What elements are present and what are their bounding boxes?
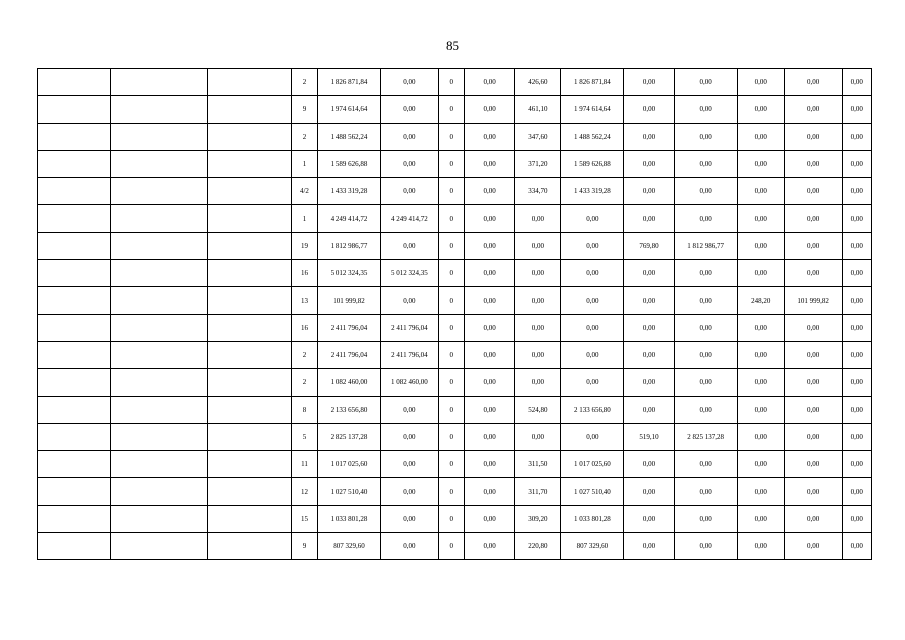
cell-cost-col-4: 0,00	[561, 423, 624, 450]
cell-total-cost: 1 589 626,88	[318, 150, 381, 177]
cell-cost-col-3: 0,00	[464, 150, 514, 177]
cell-cost-col-7: 0,00	[842, 232, 871, 259]
cell-house-number: 15	[291, 505, 317, 532]
cell-street	[207, 232, 291, 259]
cell-settlement	[111, 123, 208, 150]
cell-cost-col-4: 1 033 801,28	[561, 505, 624, 532]
cell-cost-col-2: 0,00	[381, 96, 439, 123]
cell-cost-col-6: 0,00	[784, 369, 842, 396]
cell-cost-col-6: 0,00	[784, 341, 842, 368]
cell-cost-col-7: 0,00	[842, 533, 871, 560]
cell-cost-col-4: 0,00	[561, 314, 624, 341]
cell-cost-col-4: 0,00	[561, 260, 624, 287]
cell-house-number: 16	[291, 260, 317, 287]
cell-house-number: 13	[291, 287, 317, 314]
cell-total-cost: 1 082 460,00	[318, 369, 381, 396]
cell-cost-col-7: 0,00	[842, 287, 871, 314]
cell-area-col-3: 0,00	[737, 69, 784, 96]
cell-cost-col-2: 0,00	[381, 287, 439, 314]
cell-settlement	[111, 150, 208, 177]
cell-cost-col-7: 0,00	[842, 396, 871, 423]
cell-cost-col-7: 0,00	[842, 451, 871, 478]
cell-municipal-district	[38, 451, 111, 478]
cell-total-cost: 1 826 871,84	[318, 69, 381, 96]
cell-cost-col-7: 0,00	[842, 150, 871, 177]
cell-area-col-1: 426,60	[515, 69, 561, 96]
cell-cost-col-2: 5 012 324,35	[381, 260, 439, 287]
cell-street	[207, 205, 291, 232]
cell-cost-col-3: 0,00	[464, 232, 514, 259]
cell-cost-col-4: 0,00	[561, 287, 624, 314]
cell-street	[207, 369, 291, 396]
table-row	[38, 69, 872, 96]
table-row	[38, 396, 872, 423]
cell-area-col-2: 0,00	[624, 478, 674, 505]
cell-area-col-1: 347,60	[515, 123, 561, 150]
cell-cost-col-4: 1 027 510,40	[561, 478, 624, 505]
cell-area-col-2: 0,00	[624, 287, 674, 314]
table-row	[38, 178, 872, 205]
cell-cost-col-7: 0,00	[842, 205, 871, 232]
cell-cost-col-6: 0,00	[784, 96, 842, 123]
cell-area-col-1: 0,00	[515, 260, 561, 287]
cell-cost-col-3: 0,00	[464, 423, 514, 450]
cell-area-col-2: 0,00	[624, 533, 674, 560]
cell-cost-col-5: 0,00	[674, 505, 737, 532]
cell-cost-col-4: 0,00	[561, 232, 624, 259]
table-row	[38, 505, 872, 532]
cell-total-cost: 5 012 324,35	[318, 260, 381, 287]
cell-area-col-1: 524,80	[515, 396, 561, 423]
cell-house-number: 19	[291, 232, 317, 259]
cell-cost-col-3: 0,00	[464, 123, 514, 150]
cell-street	[207, 478, 291, 505]
table-row	[38, 96, 872, 123]
cell-street	[207, 451, 291, 478]
table-row	[38, 287, 872, 314]
cell-street	[207, 314, 291, 341]
cell-area-col-1: 371,20	[515, 150, 561, 177]
cell-municipal-district	[38, 178, 111, 205]
cell-municipal-district	[38, 505, 111, 532]
cell-cost-col-7: 0,00	[842, 96, 871, 123]
cell-area-col-2: 0,00	[624, 451, 674, 478]
cell-cost-col-4: 1 433 319,28	[561, 178, 624, 205]
cell-total-cost: 1 033 801,28	[318, 505, 381, 532]
cell-area-col-2: 0,00	[624, 123, 674, 150]
cell-area-col-2: 0,00	[624, 96, 674, 123]
table-row	[38, 123, 872, 150]
cell-count-col: 0	[438, 505, 464, 532]
cell-house-number: 9	[291, 533, 317, 560]
cell-area-col-1: 0,00	[515, 314, 561, 341]
cell-count-col: 0	[438, 69, 464, 96]
cell-area-col-3: 0,00	[737, 232, 784, 259]
cell-count-col: 0	[438, 123, 464, 150]
table-row	[38, 533, 872, 560]
cell-total-cost: 2 411 796,04	[318, 341, 381, 368]
cell-house-number: 9	[291, 96, 317, 123]
cell-area-col-3: 0,00	[737, 260, 784, 287]
cell-street	[207, 533, 291, 560]
cell-municipal-district	[38, 369, 111, 396]
cell-cost-col-7: 0,00	[842, 369, 871, 396]
cell-count-col: 0	[438, 232, 464, 259]
cell-area-col-3: 0,00	[737, 123, 784, 150]
cell-area-col-1: 309,20	[515, 505, 561, 532]
cell-total-cost: 807 329,60	[318, 533, 381, 560]
cell-cost-col-2: 0,00	[381, 232, 439, 259]
cell-cost-col-5: 2 825 137,28	[674, 423, 737, 450]
cell-cost-col-2: 0,00	[381, 423, 439, 450]
cell-total-cost: 2 133 656,80	[318, 396, 381, 423]
cell-house-number: 1	[291, 150, 317, 177]
cell-house-number: 2	[291, 369, 317, 396]
cell-area-col-1: 311,70	[515, 478, 561, 505]
cell-settlement	[111, 423, 208, 450]
cell-settlement	[111, 451, 208, 478]
cell-settlement	[111, 314, 208, 341]
cell-total-cost: 2 825 137,28	[318, 423, 381, 450]
cell-total-cost: 101 999,82	[318, 287, 381, 314]
cell-cost-col-3: 0,00	[464, 178, 514, 205]
cell-cost-col-6: 101 999,82	[784, 287, 842, 314]
cell-settlement	[111, 341, 208, 368]
cell-municipal-district	[38, 69, 111, 96]
cell-count-col: 0	[438, 314, 464, 341]
cell-cost-col-5: 0,00	[674, 287, 737, 314]
cell-total-cost: 1 974 614,64	[318, 96, 381, 123]
cell-area-col-1: 0,00	[515, 369, 561, 396]
cell-municipal-district	[38, 205, 111, 232]
cell-area-col-1: 0,00	[515, 232, 561, 259]
cell-count-col: 0	[438, 451, 464, 478]
table-row	[38, 369, 872, 396]
cell-cost-col-3: 0,00	[464, 314, 514, 341]
cell-cost-col-2: 0,00	[381, 533, 439, 560]
cell-area-col-3: 0,00	[737, 205, 784, 232]
cell-house-number: 11	[291, 451, 317, 478]
table-row	[38, 423, 872, 450]
cell-area-col-3: 0,00	[737, 396, 784, 423]
cell-house-number: 12	[291, 478, 317, 505]
cell-cost-col-6: 0,00	[784, 150, 842, 177]
cell-cost-col-5: 0,00	[674, 451, 737, 478]
cell-total-cost: 1 027 510,40	[318, 478, 381, 505]
cell-cost-col-7: 0,00	[842, 314, 871, 341]
cell-house-number: 2	[291, 69, 317, 96]
cell-cost-col-6: 0,00	[784, 178, 842, 205]
table-row	[38, 451, 872, 478]
cell-house-number: 1	[291, 205, 317, 232]
cell-cost-col-5: 0,00	[674, 205, 737, 232]
cell-area-col-3: 0,00	[737, 478, 784, 505]
cell-count-col: 0	[438, 341, 464, 368]
cell-area-col-3: 0,00	[737, 423, 784, 450]
cell-settlement	[111, 205, 208, 232]
cell-municipal-district	[38, 123, 111, 150]
cell-house-number: 8	[291, 396, 317, 423]
cell-cost-col-3: 0,00	[464, 396, 514, 423]
cell-street	[207, 287, 291, 314]
cell-street	[207, 260, 291, 287]
cell-cost-col-3: 0,00	[464, 96, 514, 123]
cell-cost-col-7: 0,00	[842, 260, 871, 287]
cell-street	[207, 423, 291, 450]
cell-street	[207, 178, 291, 205]
cell-area-col-2: 0,00	[624, 314, 674, 341]
cell-count-col: 0	[438, 533, 464, 560]
cell-cost-col-5: 0,00	[674, 533, 737, 560]
cell-cost-col-7: 0,00	[842, 478, 871, 505]
cell-street	[207, 96, 291, 123]
cell-total-cost: 1 017 025,60	[318, 451, 381, 478]
cell-count-col: 0	[438, 369, 464, 396]
cell-house-number: 5	[291, 423, 317, 450]
cell-municipal-district	[38, 260, 111, 287]
cell-settlement	[111, 478, 208, 505]
cell-cost-col-2: 0,00	[381, 478, 439, 505]
cell-area-col-2: 0,00	[624, 150, 674, 177]
cell-area-col-3: 248,20	[737, 287, 784, 314]
cell-count-col: 0	[438, 396, 464, 423]
table-row	[38, 478, 872, 505]
cell-cost-col-5: 0,00	[674, 260, 737, 287]
cell-cost-col-3: 0,00	[464, 287, 514, 314]
cell-area-col-2: 0,00	[624, 205, 674, 232]
cell-cost-col-4: 2 133 656,80	[561, 396, 624, 423]
cell-municipal-district	[38, 287, 111, 314]
cell-area-col-2: 0,00	[624, 69, 674, 96]
cell-cost-col-2: 0,00	[381, 451, 439, 478]
cell-area-col-1: 311,50	[515, 451, 561, 478]
cell-total-cost: 2 411 796,04	[318, 314, 381, 341]
cell-cost-col-7: 0,00	[842, 123, 871, 150]
cell-cost-col-2: 0,00	[381, 69, 439, 96]
cell-area-col-3: 0,00	[737, 96, 784, 123]
cell-area-col-2: 519,10	[624, 423, 674, 450]
cell-cost-col-6: 0,00	[784, 451, 842, 478]
cell-area-col-1: 0,00	[515, 423, 561, 450]
cell-municipal-district	[38, 150, 111, 177]
cell-house-number: 16	[291, 314, 317, 341]
cell-cost-col-4: 1 826 871,84	[561, 69, 624, 96]
cell-municipal-district	[38, 396, 111, 423]
cell-cost-col-5: 0,00	[674, 69, 737, 96]
cell-area-col-3: 0,00	[737, 505, 784, 532]
cell-area-col-3: 0,00	[737, 369, 784, 396]
cell-total-cost: 1 433 319,28	[318, 178, 381, 205]
cell-cost-col-7: 0,00	[842, 178, 871, 205]
cell-cost-col-5: 0,00	[674, 178, 737, 205]
table-row	[38, 341, 872, 368]
cell-street	[207, 150, 291, 177]
cell-settlement	[111, 369, 208, 396]
cell-street	[207, 341, 291, 368]
cell-cost-col-4: 1 589 626,88	[561, 150, 624, 177]
cell-cost-col-6: 0,00	[784, 533, 842, 560]
cell-area-col-1: 220,80	[515, 533, 561, 560]
cell-cost-col-3: 0,00	[464, 69, 514, 96]
cell-count-col: 0	[438, 150, 464, 177]
cell-municipal-district	[38, 96, 111, 123]
cell-settlement	[111, 260, 208, 287]
cell-area-col-3: 0,00	[737, 178, 784, 205]
cell-area-col-2: 0,00	[624, 505, 674, 532]
cell-cost-col-7: 0,00	[842, 69, 871, 96]
cell-cost-col-4: 1 488 562,24	[561, 123, 624, 150]
cell-cost-col-6: 0,00	[784, 314, 842, 341]
cell-cost-col-2: 0,00	[381, 178, 439, 205]
cell-cost-col-2: 0,00	[381, 396, 439, 423]
cell-area-col-1: 334,70	[515, 178, 561, 205]
cell-settlement	[111, 178, 208, 205]
cell-cost-col-3: 0,00	[464, 533, 514, 560]
cell-cost-col-3: 0,00	[464, 478, 514, 505]
cell-total-cost: 1 488 562,24	[318, 123, 381, 150]
cell-count-col: 0	[438, 178, 464, 205]
cell-total-cost: 4 249 414,72	[318, 205, 381, 232]
cell-street	[207, 505, 291, 532]
table-row	[38, 314, 872, 341]
cell-cost-col-4: 1 017 025,60	[561, 451, 624, 478]
cell-area-col-2: 0,00	[624, 178, 674, 205]
housing-registry-table	[37, 68, 872, 560]
cell-cost-col-6: 0,00	[784, 69, 842, 96]
cell-cost-col-7: 0,00	[842, 423, 871, 450]
cell-area-col-1: 0,00	[515, 341, 561, 368]
cell-municipal-district	[38, 478, 111, 505]
cell-cost-col-5: 0,00	[674, 341, 737, 368]
cell-cost-col-6: 0,00	[784, 396, 842, 423]
cell-settlement	[111, 69, 208, 96]
cell-count-col: 0	[438, 287, 464, 314]
table-row	[38, 205, 872, 232]
cell-cost-col-3: 0,00	[464, 260, 514, 287]
cell-house-number: 2	[291, 123, 317, 150]
cell-cost-col-6: 0,00	[784, 205, 842, 232]
cell-area-col-2: 0,00	[624, 369, 674, 396]
cell-cost-col-2: 2 411 796,04	[381, 341, 439, 368]
cell-settlement	[111, 396, 208, 423]
cell-count-col: 0	[438, 478, 464, 505]
cell-area-col-3: 0,00	[737, 533, 784, 560]
cell-cost-col-5: 0,00	[674, 396, 737, 423]
cell-cost-col-4: 807 329,60	[561, 533, 624, 560]
cell-area-col-1: 0,00	[515, 287, 561, 314]
cell-cost-col-4: 0,00	[561, 205, 624, 232]
cell-cost-col-3: 0,00	[464, 205, 514, 232]
cell-cost-col-3: 0,00	[464, 341, 514, 368]
cell-cost-col-6: 0,00	[784, 260, 842, 287]
cell-settlement	[111, 96, 208, 123]
page-number: 85	[446, 38, 459, 53]
cell-cost-col-6: 0,00	[784, 423, 842, 450]
cell-cost-col-6: 0,00	[784, 232, 842, 259]
cell-cost-col-4: 0,00	[561, 369, 624, 396]
cell-settlement	[111, 505, 208, 532]
table-row	[38, 260, 872, 287]
cell-count-col: 0	[438, 205, 464, 232]
cell-area-col-1: 0,00	[515, 205, 561, 232]
cell-street	[207, 396, 291, 423]
cell-count-col: 0	[438, 260, 464, 287]
cell-settlement	[111, 287, 208, 314]
cell-area-col-1: 461,10	[515, 96, 561, 123]
cell-area-col-2: 0,00	[624, 341, 674, 368]
cell-municipal-district	[38, 423, 111, 450]
cell-cost-col-3: 0,00	[464, 505, 514, 532]
cell-cost-col-3: 0,00	[464, 451, 514, 478]
cell-area-col-2: 0,00	[624, 396, 674, 423]
cell-area-col-2: 769,80	[624, 232, 674, 259]
cell-municipal-district	[38, 533, 111, 560]
cell-cost-col-5: 0,00	[674, 369, 737, 396]
cell-cost-col-5: 0,00	[674, 314, 737, 341]
cell-area-col-3: 0,00	[737, 451, 784, 478]
cell-cost-col-4: 1 974 614,64	[561, 96, 624, 123]
cell-cost-col-6: 0,00	[784, 123, 842, 150]
cell-cost-col-2: 0,00	[381, 123, 439, 150]
cell-count-col: 0	[438, 96, 464, 123]
cell-count-col: 0	[438, 423, 464, 450]
cell-area-col-3: 0,00	[737, 314, 784, 341]
cell-cost-col-4: 0,00	[561, 341, 624, 368]
cell-cost-col-2: 0,00	[381, 505, 439, 532]
cell-street	[207, 123, 291, 150]
cell-cost-col-5: 0,00	[674, 123, 737, 150]
table-row	[38, 232, 872, 259]
cell-area-col-3: 0,00	[737, 150, 784, 177]
cell-municipal-district	[38, 341, 111, 368]
cell-cost-col-2: 4 249 414,72	[381, 205, 439, 232]
cell-cost-col-3: 0,00	[464, 369, 514, 396]
cell-street	[207, 69, 291, 96]
cell-settlement	[111, 232, 208, 259]
cell-municipal-district	[38, 314, 111, 341]
cell-cost-col-2: 1 082 460,00	[381, 369, 439, 396]
cell-cost-col-2: 2 411 796,04	[381, 314, 439, 341]
cell-municipal-district	[38, 232, 111, 259]
cell-cost-col-7: 0,00	[842, 341, 871, 368]
cell-house-number: 4/2	[291, 178, 317, 205]
cell-cost-col-6: 0,00	[784, 478, 842, 505]
cell-area-col-2: 0,00	[624, 260, 674, 287]
table-body	[38, 69, 872, 560]
table-row	[38, 150, 872, 177]
cell-total-cost: 1 812 986,77	[318, 232, 381, 259]
cell-cost-col-5: 0,00	[674, 96, 737, 123]
cell-area-col-3: 0,00	[737, 341, 784, 368]
cell-house-number: 2	[291, 341, 317, 368]
cell-cost-col-5: 0,00	[674, 478, 737, 505]
cell-cost-col-7: 0,00	[842, 505, 871, 532]
cell-settlement	[111, 533, 208, 560]
cell-cost-col-2: 0,00	[381, 150, 439, 177]
cell-cost-col-5: 0,00	[674, 150, 737, 177]
cell-cost-col-6: 0,00	[784, 505, 842, 532]
cell-cost-col-5: 1 812 986,77	[674, 232, 737, 259]
